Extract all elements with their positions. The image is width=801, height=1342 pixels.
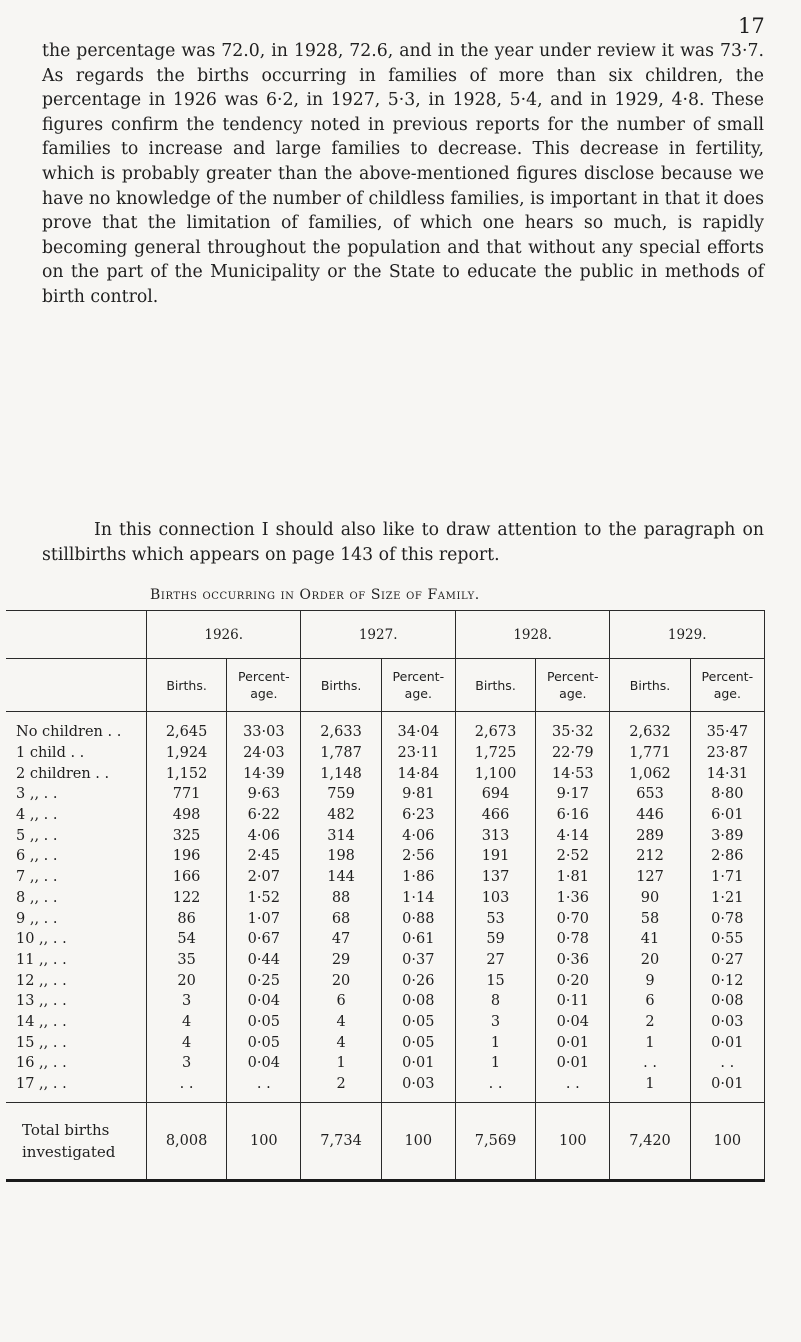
percentage-cell: 0·04	[227, 1053, 301, 1074]
births-cell: 2,633	[301, 712, 381, 743]
percentage-cell: 0·03	[690, 1012, 764, 1033]
births-cell: 137	[455, 867, 535, 888]
total-percentage-cell: 100	[690, 1103, 764, 1181]
percentage-cell: 14·53	[536, 763, 610, 784]
percentage-cell: 6·22	[227, 805, 301, 826]
births-cell: 2,673	[455, 712, 535, 743]
percentage-cell: 23·11	[381, 743, 455, 764]
births-cell: 325	[146, 825, 226, 846]
percentage-subheader-line2: age.	[559, 686, 587, 701]
births-subheader: Births.	[610, 659, 690, 712]
births-cell: 1,725	[455, 743, 535, 764]
births-cell: 68	[301, 908, 381, 929]
births-cell: 6	[610, 991, 690, 1012]
percentage-subheader-line2: age.	[250, 686, 278, 701]
births-cell: 198	[301, 846, 381, 867]
row-label: 9 ,, . .	[6, 908, 146, 929]
births-cell: 1	[610, 1032, 690, 1053]
births-cell: 1,100	[455, 763, 535, 784]
births-cell: 47	[301, 929, 381, 950]
births-cell: 35	[146, 950, 226, 971]
row-label: No children . .	[6, 712, 146, 743]
births-cell: 127	[610, 867, 690, 888]
births-cell: 1,787	[301, 743, 381, 764]
percentage-cell: 0·01	[536, 1053, 610, 1074]
corner-cell	[6, 611, 146, 659]
births-cell: 6	[301, 991, 381, 1012]
row-label: 7 ,, . .	[6, 867, 146, 888]
percentage-cell: 0·78	[536, 929, 610, 950]
births-cell: 1,148	[301, 763, 381, 784]
percentage-cell: 0·88	[381, 908, 455, 929]
births-cell: 2,645	[146, 712, 226, 743]
total-births-cell: 7,420	[610, 1103, 690, 1181]
births-cell: 53	[455, 908, 535, 929]
births-cell: 482	[301, 805, 381, 826]
row-label: 2 children . .	[6, 763, 146, 784]
percentage-subheader-line1: Percent-	[238, 669, 290, 684]
percentage-cell: 0·37	[381, 950, 455, 971]
corner-cell-lower	[6, 659, 146, 712]
births-cell: 59	[455, 929, 535, 950]
percentage-subheader-line2: age.	[713, 686, 741, 701]
percentage-cell: 0·44	[227, 950, 301, 971]
percentage-cell: 3·89	[690, 825, 764, 846]
total-percentage-cell: 100	[536, 1103, 610, 1181]
total-label-line1: Total births	[22, 1121, 110, 1140]
table-row	[6, 908, 765, 929]
table-row	[6, 846, 765, 867]
total-percentage-cell: 100	[381, 1103, 455, 1181]
percentage-cell: 22·79	[536, 743, 610, 764]
percentage-cell: 2·45	[227, 846, 301, 867]
percentage-cell: . .	[690, 1053, 764, 1074]
percentage-cell: 0·04	[536, 1012, 610, 1033]
percentage-cell: 14·84	[381, 763, 455, 784]
births-cell: 314	[301, 825, 381, 846]
percentage-cell: 1·14	[381, 888, 455, 909]
births-cell: 41	[610, 929, 690, 950]
births-cell: 20	[610, 950, 690, 971]
births-cell: 289	[610, 825, 690, 846]
percentage-cell: 0·61	[381, 929, 455, 950]
percentage-cell: 2·56	[381, 846, 455, 867]
row-label: 11 ,, . .	[6, 950, 146, 971]
table-row	[6, 929, 765, 950]
births-cell: 8	[455, 991, 535, 1012]
births-cell: 1	[455, 1053, 535, 1074]
subheader-row	[6, 659, 765, 712]
births-cell: 191	[455, 846, 535, 867]
births-cell: 54	[146, 929, 226, 950]
percentage-cell: 0·01	[690, 1032, 764, 1053]
percentage-subheader-line2: age.	[404, 686, 432, 701]
births-cell: 1,152	[146, 763, 226, 784]
births-cell: 3	[146, 1053, 226, 1074]
percentage-cell: 6·01	[690, 805, 764, 826]
year-header-1928: 1928.	[455, 611, 609, 659]
table-row	[6, 991, 765, 1012]
table-row	[6, 1012, 765, 1033]
row-label: 5 ,, . .	[6, 825, 146, 846]
row-label: 14 ,, . .	[6, 1012, 146, 1033]
percentage-cell: 35·32	[536, 712, 610, 743]
births-cell: 90	[610, 888, 690, 909]
percentage-subheader-line1: Percent-	[392, 669, 445, 684]
births-cell: 694	[455, 784, 535, 805]
births-cell: 1	[610, 1074, 690, 1103]
year-header-1927: 1927.	[301, 611, 455, 659]
percentage-cell: 1·21	[690, 888, 764, 909]
year-header-1926: 1926.	[146, 611, 300, 659]
table-row	[6, 867, 765, 888]
births-cell: 20	[146, 970, 226, 991]
births-subheader: Births.	[146, 659, 226, 712]
table-row	[6, 784, 765, 805]
percentage-cell: 0·01	[690, 1074, 764, 1103]
percentage-cell: 2·52	[536, 846, 610, 867]
births-cell: 27	[455, 950, 535, 971]
percentage-cell: 1·71	[690, 867, 764, 888]
percentage-cell: 0·20	[536, 970, 610, 991]
total-births-cell: 8,008	[146, 1103, 226, 1181]
births-cell: 466	[455, 805, 535, 826]
paragraph-stillbirths: In this connection I should also like to draw attention to the paragraph on stillbirths which appears on page 143 of this report.	[42, 520, 764, 565]
row-label: 8 ,, . .	[6, 888, 146, 909]
percentage-cell: 4·06	[381, 825, 455, 846]
births-cell: 3	[455, 1012, 535, 1033]
percentage-cell: 0·01	[381, 1053, 455, 1074]
percentage-subheader	[690, 659, 764, 712]
births-cell: 15	[455, 970, 535, 991]
row-label: 6 ,, . .	[6, 846, 146, 867]
row-label: 3 ,, . .	[6, 784, 146, 805]
row-label: 13 ,, . .	[6, 991, 146, 1012]
table-row	[6, 763, 765, 784]
percentage-cell: 9·17	[536, 784, 610, 805]
births-cell: 1,771	[610, 743, 690, 764]
percentage-cell: 0·27	[690, 950, 764, 971]
table-row	[6, 950, 765, 971]
percentage-cell: 2·86	[690, 846, 764, 867]
percentage-subheader	[536, 659, 610, 712]
births-cell: 1,062	[610, 763, 690, 784]
births-cell: 3	[146, 991, 226, 1012]
births-cell: 20	[301, 970, 381, 991]
row-label: 10 ,, . .	[6, 929, 146, 950]
percentage-cell: 0·67	[227, 929, 301, 950]
percentage-cell: 0·05	[381, 1032, 455, 1053]
births-cell: 653	[610, 784, 690, 805]
percentage-cell: 0·01	[536, 1032, 610, 1053]
year-header-row	[6, 611, 765, 659]
percentage-subheader	[227, 659, 301, 712]
births-cell: 498	[146, 805, 226, 826]
table-row	[6, 825, 765, 846]
births-cell: 58	[610, 908, 690, 929]
percentage-cell: 0·70	[536, 908, 610, 929]
births-cell: 446	[610, 805, 690, 826]
births-cell: 9	[610, 970, 690, 991]
percentage-cell: 0·04	[227, 991, 301, 1012]
births-cell: 166	[146, 867, 226, 888]
table-row	[6, 970, 765, 991]
percentage-cell: 0·03	[381, 1074, 455, 1103]
percentage-cell: 1·07	[227, 908, 301, 929]
percentage-cell: 1·36	[536, 888, 610, 909]
births-cell: 4	[146, 1032, 226, 1053]
percentage-cell: 0·36	[536, 950, 610, 971]
percentage-cell: 9·63	[227, 784, 301, 805]
percentage-cell: 14·39	[227, 763, 301, 784]
percentage-subheader-line1: Percent-	[547, 669, 599, 684]
table-row	[6, 1053, 765, 1074]
percentage-cell: 9·81	[381, 784, 455, 805]
births-cell: 4	[301, 1012, 381, 1033]
percentage-cell: 23·87	[690, 743, 764, 764]
percentage-cell: 1·52	[227, 888, 301, 909]
row-label: 4 ,, . .	[6, 805, 146, 826]
total-births-cell: 7,569	[455, 1103, 535, 1181]
births-cell: 212	[610, 846, 690, 867]
total-label	[6, 1103, 146, 1181]
percentage-subheader	[381, 659, 455, 712]
percentage-cell: 4·06	[227, 825, 301, 846]
births-cell: 2	[610, 1012, 690, 1033]
births-cell: 144	[301, 867, 381, 888]
percentage-cell: 0·25	[227, 970, 301, 991]
births-cell: 1	[301, 1053, 381, 1074]
table-row	[6, 888, 765, 909]
total-label-line2: investigated	[22, 1143, 116, 1162]
births-cell: 4	[301, 1032, 381, 1053]
births-cell: 86	[146, 908, 226, 929]
births-cell: . .	[610, 1053, 690, 1074]
total-births-cell: 7,734	[301, 1103, 381, 1181]
percentage-cell: 8·80	[690, 784, 764, 805]
percentage-cell: 6·16	[536, 805, 610, 826]
percentage-cell: 1·86	[381, 867, 455, 888]
percentage-cell: 0·05	[227, 1032, 301, 1053]
page-number: 17	[738, 14, 765, 38]
percentage-cell: 0·26	[381, 970, 455, 991]
percentage-cell: 0·08	[381, 991, 455, 1012]
births-cell: 771	[146, 784, 226, 805]
percentage-cell: 0·55	[690, 929, 764, 950]
births-cell: 88	[301, 888, 381, 909]
table-row	[6, 1032, 765, 1053]
percentage-cell: 4·14	[536, 825, 610, 846]
percentage-cell: 1·81	[536, 867, 610, 888]
row-label: 12 ,, . .	[6, 970, 146, 991]
row-label: 17 ,, . .	[6, 1074, 146, 1103]
births-cell: 759	[301, 784, 381, 805]
percentage-cell: 6·23	[381, 805, 455, 826]
percentage-cell: 0·05	[381, 1012, 455, 1033]
percentage-cell: 0·78	[690, 908, 764, 929]
percentage-cell: 0·05	[227, 1012, 301, 1033]
percentage-cell: 2·07	[227, 867, 301, 888]
row-label: 16 ,, . .	[6, 1053, 146, 1074]
row-label: 1 child . .	[6, 743, 146, 764]
percentage-subheader-line1: Percent-	[701, 669, 754, 684]
percentage-cell: 0·11	[536, 991, 610, 1012]
paragraph-fertility: the percentage was 72.0, in 1928, 72.6, and in the year under review it was 73·7. As regards the births occurring in families of more than six children, the percentage in 1926 was 6·2, in 1927, 5·3, in 1928, 5·4, and in 1929, 4·8. These figures confirm the tendency noted in previous reports for the number of small families to increase and large families to decrease. This decrease in fertility, which is probably greater than the above-mentioned figures disclose because we have no knowledge of the number of childless families, is important in that it does prove that the limitation of families, of which one hears so much, is rapidly becoming general throughout the population and that without any special efforts on the part of the Municipality or the State to educate the public in methods of birth control.	[42, 41, 764, 307]
births-cell: . .	[146, 1074, 226, 1103]
percentage-cell: 0·08	[690, 991, 764, 1012]
percentage-cell: 33·03	[227, 712, 301, 743]
births-cell: 29	[301, 950, 381, 971]
births-cell: 122	[146, 888, 226, 909]
births-by-family-size-table	[6, 610, 765, 1182]
births-cell: 2,632	[610, 712, 690, 743]
total-percentage-cell: 100	[227, 1103, 301, 1181]
row-label: 15 ,, . .	[6, 1032, 146, 1053]
year-header-1929: 1929.	[610, 611, 765, 659]
births-cell: 1	[455, 1032, 535, 1053]
percentage-cell: 24·03	[227, 743, 301, 764]
percentage-cell: 14·31	[690, 763, 764, 784]
table-row	[6, 1074, 765, 1103]
births-subheader: Births.	[301, 659, 381, 712]
percentage-cell: 34·04	[381, 712, 455, 743]
births-cell: . .	[455, 1074, 535, 1103]
table-title: Births occurring in Order of Size of Family.	[150, 587, 480, 603]
percentage-cell: 35·47	[690, 712, 764, 743]
births-cell: 4	[146, 1012, 226, 1033]
percentage-cell: . .	[227, 1074, 301, 1103]
total-row	[6, 1103, 765, 1181]
table-row	[6, 805, 765, 826]
births-cell: 1,924	[146, 743, 226, 764]
table-body	[6, 712, 765, 1103]
percentage-cell: 0·12	[690, 970, 764, 991]
table-row	[6, 743, 765, 764]
births-cell: 196	[146, 846, 226, 867]
births-cell: 103	[455, 888, 535, 909]
births-subheader: Births.	[455, 659, 535, 712]
births-cell: 2	[301, 1074, 381, 1103]
table-row	[6, 712, 765, 743]
percentage-cell: . .	[536, 1074, 610, 1103]
births-cell: 313	[455, 825, 535, 846]
